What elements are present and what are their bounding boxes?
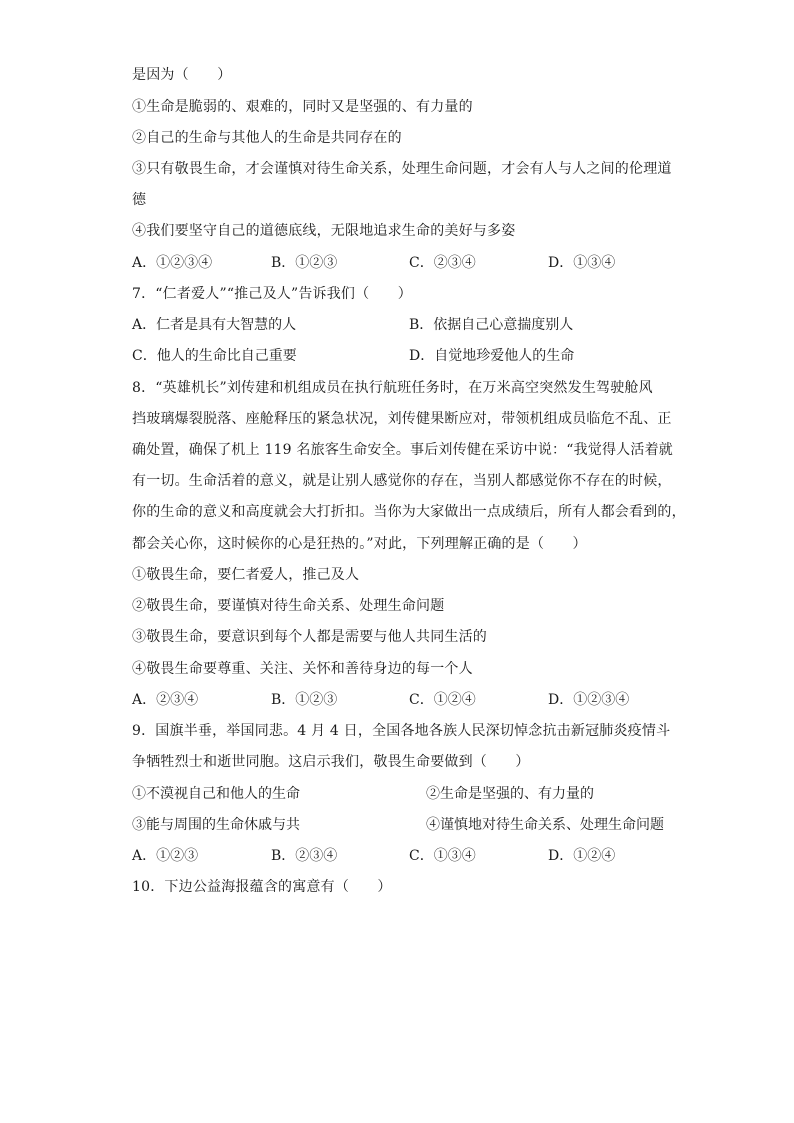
q9-statement-1: ①不漠视自己和他人的生命 — [132, 786, 300, 802]
q7-option-d: D．自觉地珍爱他人的生命 — [409, 348, 575, 364]
q6-statement-4: ④我们要坚守自己的道德底线，无限地追求生命的美好与多姿 — [132, 223, 516, 239]
q9-stem-line-1: 9．国旗半垂，举国同悲。4 月 4 日，全国各地各族人民深切悼念抗击新冠肺炎疫情斗 — [132, 723, 671, 739]
q8-option-b: B．①②③ — [271, 692, 338, 708]
q9-statement-2: ②生命是坚强的、有力量的 — [426, 786, 594, 802]
q8-statement-3: ③敬畏生命，要意识到每个人都是需要与他人共同生活的 — [132, 629, 487, 645]
q9-option-b: B．②③④ — [271, 848, 338, 864]
q10-stem: 10．下边公益海报蕴含的寓意有（ ） — [132, 879, 392, 895]
q8-stem-line-5: 你的生命的意义和高度就会大打折扣。当你为大家做出一点成绩后，所有人都会看到的， — [132, 504, 686, 520]
q9-statement-3: ③能与周围的生命休戚与共 — [132, 817, 300, 833]
q7-option-a: A．仁者是具有大智慧的人 — [132, 317, 297, 333]
q9-option-d: D．①②④ — [548, 848, 616, 864]
q6-statement-3: ③只有敬畏生命，才会谨慎对待生命关系，处理生命问题，才会有人与人之间的伦理道 — [132, 161, 672, 177]
q8-stem-line-4: 有一切。生命活着的意义，就是让别人感觉你的存在，当别人都感觉你不存在的时候， — [132, 473, 672, 489]
q8-option-c: C．①②④ — [409, 692, 476, 708]
q6-option-d: D．①③④ — [548, 255, 616, 271]
q8-stem-line-3: 确处置，确保了机上 119 名旅客生命安全。事后刘传健在采访中说：“我觉得人活着就 — [132, 442, 673, 458]
q9-option-c: C．①③④ — [409, 848, 476, 864]
q6-stem-tail: 是因为（ ） — [132, 67, 232, 83]
q8-option-d: D．①②③④ — [548, 692, 630, 708]
q9-option-a: A．①②③ — [132, 848, 199, 864]
q8-statement-1: ①敬畏生命，要仁者爱人，推己及人 — [132, 567, 360, 583]
q6-statement-3-cont: 德 — [132, 192, 147, 208]
q8-option-a: A．②③④ — [132, 692, 199, 708]
q9-stem-line-2: 争牺牲烈士和逝世同胞。这启示我们，敬畏生命要做到（ ） — [132, 754, 530, 770]
q6-option-b: B．①②③ — [271, 255, 338, 271]
q8-stem-line-1: 8．“英雄机长”刘传建和机组成员在执行航班任务时，在万米高空突然发生驾驶舱风 — [132, 380, 653, 396]
q9-statement-4: ④谨慎地对待生命关系、处理生命问题 — [426, 817, 664, 833]
q6-statement-2: ②自己的生命与其他人的生命是共同存在的 — [132, 130, 402, 146]
q7-stem: 7．“仁者爱人”“推己及人”告诉我们（ ） — [132, 286, 412, 302]
q7-option-c: C．他人的生命比自己重要 — [132, 348, 297, 364]
q8-statement-4: ④敬畏生命要尊重、关注、关怀和善待身边的每一个人 — [132, 661, 473, 677]
q7-option-b: B．依据自己心意揣度别人 — [409, 317, 574, 333]
q6-option-c: C．②③④ — [409, 255, 476, 271]
q8-stem-line-6: 都会关心你，这时候你的心是狂热的。”对此，下列理解正确的是（ ） — [132, 536, 587, 552]
q6-option-a: A．①②③④ — [132, 255, 213, 271]
q8-stem-line-2: 挡玻璃爆裂脱落、座舱释压的紧急状况，刘传健果断应对，带领机组成员临危不乱、正 — [132, 411, 672, 427]
q8-statement-2: ②敬畏生命，要谨慎对待生命关系、处理生命问题 — [132, 598, 445, 614]
q6-statement-1: ①生命是脆弱的、艰难的，同时又是坚强的、有力量的 — [132, 99, 473, 115]
